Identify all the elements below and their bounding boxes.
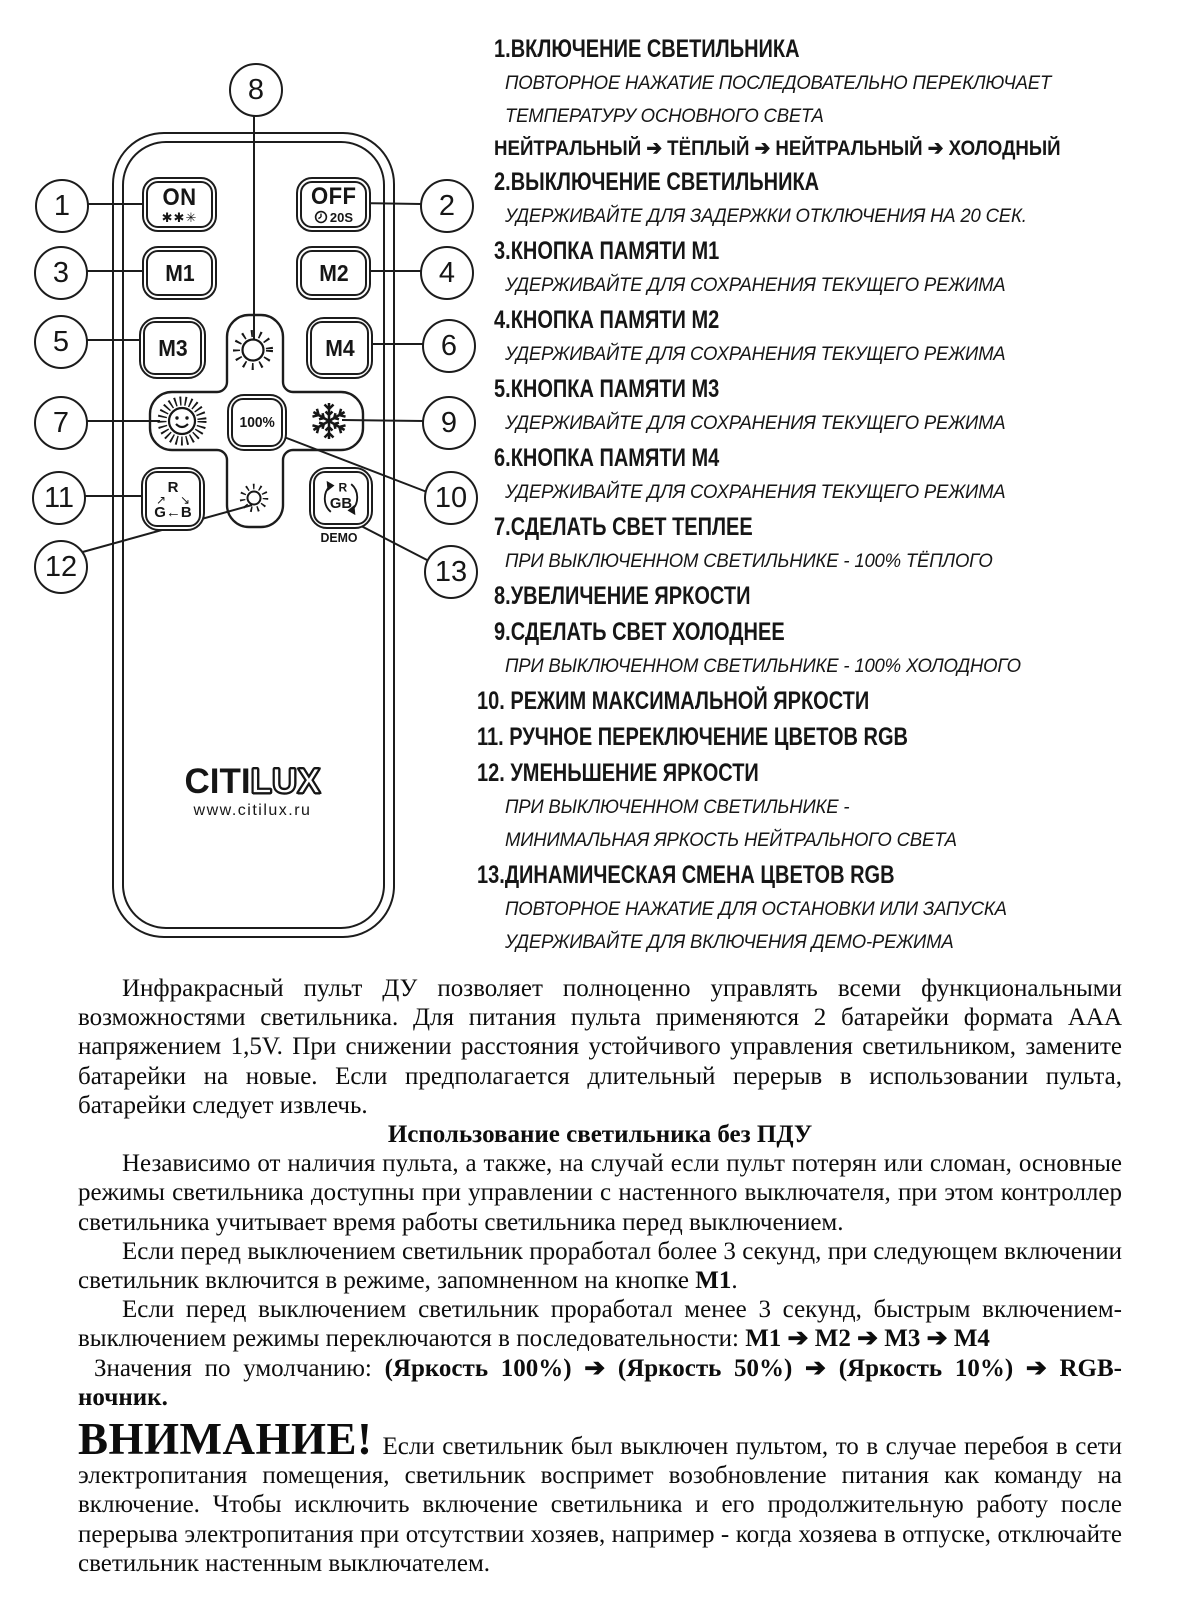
attention-title: ВНИМАНИЕ! bbox=[78, 1414, 373, 1465]
function-title: 6.КНОПКА ПАМЯТИ M4 bbox=[494, 444, 720, 472]
warm-light-smiley-sun-icon bbox=[150, 389, 214, 453]
intro-paragraph: Инфракрасный пульт ДУ позволяет полноценно управлять всеми функциональными возможностями светильника. Для питания пульта применяются 2 батарейки формата AAA напряжением 1,5V. При снижении расстояния устойчивого управления светильником, замените батарейки на новые. Если предполагается длительный перерыв в использовании пульта, батарейки следует извлечь. bbox=[78, 975, 1122, 1119]
rgb-cycle-icon bbox=[147, 473, 199, 525]
cold-light-snowflake-icon bbox=[305, 397, 353, 445]
default-sequence: (Яркость 100%) ➔ (Яркость 50%) ➔ (Яркость 10%) ➔ RGB-ночник. bbox=[78, 1354, 1122, 1411]
function-desc: ПОВТОРНОЕ НАЖАТИЕ ПОСЛЕДОВАТЕЛЬНО ПЕРЕКЛЮЧАЕТ bbox=[505, 72, 1052, 94]
brightness-up-sun-icon bbox=[229, 326, 277, 374]
function-title: 9.СДЕЛАТЬ СВЕТ ХОЛОДНЕЕ bbox=[494, 618, 785, 646]
timer-label: 20S bbox=[329, 209, 354, 225]
function-title: 12. УМЕНЬШЕНИЕ ЯРКОСТИ bbox=[477, 759, 759, 787]
function-desc: ПРИ ВЫКЛЮЧЕННОМ СВЕТИЛЬНИКЕ - 100% ХОЛОДНОГО bbox=[505, 655, 1021, 677]
function-desc: МИНИМАЛЬНАЯ ЯРКОСТЬ НЕЙТРАЛЬНОГО СВЕТА bbox=[505, 829, 957, 851]
paragraph: Если перед выключением светильник проработал более 3 секунд, при следующем включении светильник включится в режиме, запомненном на кнопке M1. bbox=[78, 1237, 1122, 1295]
memory-m1-button: M1 bbox=[142, 246, 217, 300]
rgb-auto-button bbox=[309, 467, 373, 529]
function-item bbox=[477, 719, 1200, 755]
function-desc: УДЕРЖИВАЙТЕ ДЛЯ СОХРАНЕНИЯ ТЕКУЩЕГО РЕЖИМА bbox=[505, 343, 1006, 365]
svg-text:↗: ↗ bbox=[155, 493, 167, 507]
function-desc: УДЕРЖИВАЙТЕ ДЛЯ СОХРАНЕНИЯ ТЕКУЩЕГО РЕЖИМА bbox=[505, 412, 1006, 434]
function-item bbox=[494, 440, 1200, 509]
function-item bbox=[494, 578, 1200, 614]
function-title: 8.УВЕЛИЧЕНИЕ ЯРКОСТИ bbox=[494, 582, 751, 610]
callout-12: 12 bbox=[34, 540, 88, 594]
function-item bbox=[477, 683, 1200, 719]
rgb-rotate-icon bbox=[315, 473, 367, 523]
function-item bbox=[494, 164, 1200, 233]
brightness-down-sun-icon bbox=[234, 478, 274, 518]
callout-7: 7 bbox=[34, 396, 88, 450]
function-desc: УДЕРЖИВАЙТЕ ДЛЯ СОХРАНЕНИЯ ТЕКУЩЕГО РЕЖИМА bbox=[505, 274, 1006, 296]
function-item bbox=[494, 31, 1200, 164]
remote-diagram bbox=[0, 0, 480, 965]
max-brightness-button: 100% bbox=[227, 394, 287, 451]
logo-citi: CITI bbox=[184, 762, 251, 801]
callout-8: 8 bbox=[229, 63, 283, 117]
function-desc: ТЕМПЕРАТУРУ ОСНОВНОГО СВЕТА bbox=[505, 105, 824, 127]
function-title: 1.ВКЛЮЧЕНИЕ СВЕТИЛЬНИКА bbox=[494, 35, 800, 63]
callout-10: 10 bbox=[424, 471, 478, 525]
memory-m2-button: M2 bbox=[296, 246, 371, 300]
rgb-manual-r: R bbox=[167, 479, 179, 496]
function-desc: УДЕРЖИВАЙТЕ ДЛЯ ВКЛЮЧЕНИЯ ДЕМО-РЕЖИМА bbox=[505, 931, 954, 953]
callout-9: 9 bbox=[422, 396, 476, 450]
callout-2: 2 bbox=[420, 179, 474, 233]
function-title: 3.КНОПКА ПАМЯТИ M1 bbox=[494, 237, 720, 265]
function-item bbox=[494, 371, 1200, 440]
on-button-label: ON bbox=[162, 183, 197, 211]
function-item bbox=[477, 857, 1200, 959]
logo-lux: LUX bbox=[250, 762, 321, 801]
rgb-manual-button bbox=[141, 467, 205, 531]
function-desc: ПРИ ВЫКЛЮЧЕННОМ СВЕТИЛЬНИКЕ - 100% ТЁПЛОГО bbox=[505, 550, 993, 572]
callout-6: 6 bbox=[422, 319, 476, 373]
function-title: 11. РУЧНОЕ ПЕРЕКЛЮЧЕНИЕ ЦВЕТОВ RGB bbox=[477, 723, 908, 751]
timer-clock-icon bbox=[314, 210, 328, 224]
function-title: 2.ВЫКЛЮЧЕНИЕ СВЕТИЛЬНИКА bbox=[494, 168, 820, 196]
rgb-auto-gb: GB bbox=[329, 496, 353, 513]
function-list bbox=[477, 31, 1200, 959]
mode-sequence: M1 ➔ M2 ➔ M3 ➔ M4 bbox=[745, 1325, 990, 1353]
m1-ref: M1 bbox=[695, 1267, 732, 1295]
callout-11: 11 bbox=[32, 471, 86, 525]
function-desc: УДЕРЖИВАЙТЕ ДЛЯ СОХРАНЕНИЯ ТЕКУЩЕГО РЕЖИМА bbox=[505, 481, 1006, 503]
off-button bbox=[296, 177, 371, 232]
function-desc: ПОВТОРНОЕ НАЖАТИЕ ДЛЯ ОСТАНОВКИ ИЛИ ЗАПУСКА bbox=[505, 898, 1007, 920]
paragraph: Если перед выключением светильник проработал менее 3 секунд, быстрым включением-выключением режимы переключаются в последовательности: M1 ➔ M2 ➔ M3 ➔ M4 bbox=[78, 1296, 1122, 1353]
callout-1: 1 bbox=[35, 179, 89, 233]
callout-5: 5 bbox=[34, 315, 88, 369]
svg-text:↘: ↘ bbox=[179, 493, 191, 507]
temperature-sequence: НЕЙТРАЛЬНЫЙ ➔ ТЁПЛЫЙ ➔ НЕЙТРАЛЬНЫЙ ➔ ХОЛОДНЫЙ bbox=[494, 137, 1061, 160]
brightness-stars-icon: ✱✱✳ bbox=[161, 209, 198, 225]
attention-paragraph: ВНИМАНИЕ! Если светильник был выключен пультом, то в случае перебоя в сети электропитания помещения, светильник воспримет возобновление питания как команду на включение. Чтобы исключить включение светильника и его продолжительную работу после перерыва электропитания при отсутствии хозяев, например - когда хозяева в отпуске, отключайте светильник настенным выключателем. bbox=[78, 1414, 1122, 1577]
website-url: www.citilux.ru bbox=[193, 802, 312, 819]
callout-3: 3 bbox=[34, 246, 88, 300]
function-item bbox=[494, 302, 1200, 371]
function-item bbox=[477, 755, 1200, 857]
function-title: 5.КНОПКА ПАМЯТИ M3 bbox=[494, 375, 720, 403]
function-item bbox=[494, 614, 1200, 683]
brand-logo bbox=[112, 762, 393, 820]
function-title: 7.СДЕЛАТЬ СВЕТ ТЕПЛЕЕ bbox=[494, 513, 753, 541]
defaults-paragraph: Значения по умолчанию: (Яркость 100%) ➔ (Яркость 50%) ➔ (Яркость 10%) ➔ RGB-ночник. bbox=[78, 1354, 1122, 1411]
function-desc: ПРИ ВЫКЛЮЧЕННОМ СВЕТИЛЬНИКЕ - bbox=[505, 796, 850, 818]
demo-caption: DEMO bbox=[320, 530, 358, 545]
off-button-label: OFF bbox=[310, 182, 357, 210]
function-item bbox=[494, 509, 1200, 578]
callout-line-9 bbox=[342, 420, 424, 421]
memory-m4-button: M4 bbox=[306, 317, 373, 379]
manual-text bbox=[78, 974, 1122, 1578]
rgb-manual-gb: G←B bbox=[154, 504, 192, 521]
rgb-auto-r: R bbox=[338, 480, 348, 495]
function-title: 13.ДИНАМИЧЕСКАЯ СМЕНА ЦВЕТОВ RGB bbox=[477, 861, 895, 889]
memory-m3-button: M3 bbox=[139, 317, 206, 379]
function-title: 4.КНОПКА ПАМЯТИ M2 bbox=[494, 306, 720, 334]
function-desc: УДЕРЖИВАЙТЕ ДЛЯ ЗАДЕРЖКИ ОТКЛЮЧЕНИЯ НА 20 СЕК. bbox=[505, 205, 1027, 227]
section-heading: Использование светильника без ПДУ bbox=[387, 1121, 813, 1149]
callout-4: 4 bbox=[420, 246, 474, 300]
callout-13: 13 bbox=[424, 545, 478, 599]
function-item bbox=[494, 233, 1200, 302]
on-button bbox=[142, 177, 217, 232]
function-title: 10. РЕЖИМ МАКСИМАЛЬНОЙ ЯРКОСТИ bbox=[477, 687, 870, 715]
paragraph: Независимо от наличия пульта, а также, на случай если пульт потерян или сломан, основные режимы светильника доступны при управлении с настенного выключателя, при этом контроллер светильника учитывает время работы светильника перед выключением. bbox=[78, 1150, 1122, 1236]
